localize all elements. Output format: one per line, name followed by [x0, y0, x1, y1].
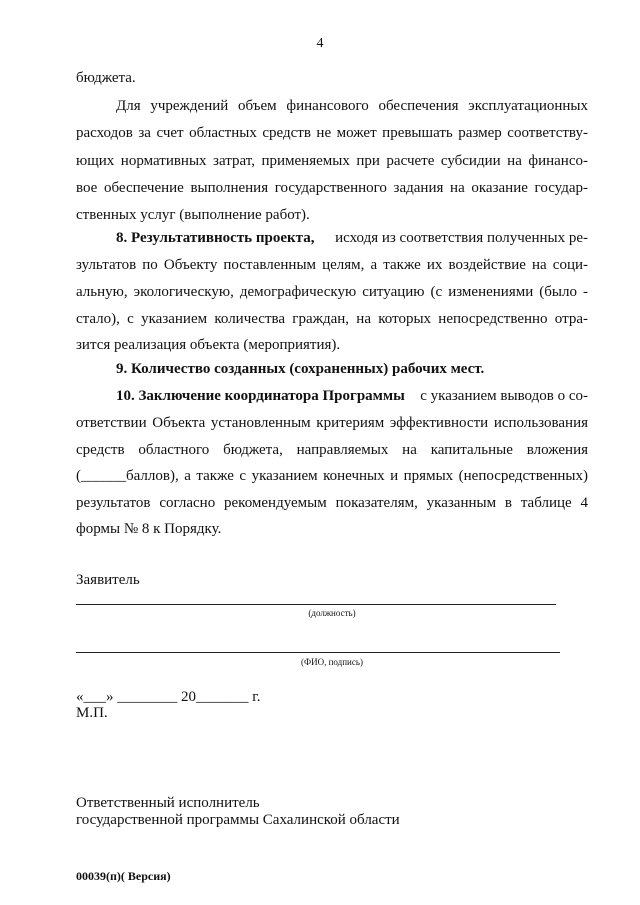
text-segment: с указанием выводов о со- — [416, 388, 588, 404]
position-caption: (должность) — [308, 608, 356, 618]
text-line: бюджета. — [76, 70, 136, 86]
stamp-label: М.П. — [76, 705, 108, 721]
name-signature-line — [76, 652, 560, 653]
page-number: 4 — [316, 36, 324, 51]
text-line: зультатов по Объекту поставленным целям, а также их воздействие на соци- — [76, 257, 588, 273]
heading-line — [116, 387, 588, 405]
text-line: формы № 8 к Порядку. — [76, 521, 222, 537]
text-line: (______баллов), а также с указанием конечных и прямых (непосредственных) — [76, 468, 588, 484]
section-heading-8: 8. Результативность проекта, — [116, 230, 315, 246]
text-line: расходов за счет областных средств не может превышать размер соответству- — [76, 125, 588, 141]
text-segment: исходя из соответствия полученных ре- — [331, 230, 588, 246]
text-line: результатов согласно рекомендуемым показателям, указанным в таблице 4 — [76, 495, 588, 511]
section-heading-9: 9. Количество созданных (сохраненных) рабочих мест. — [116, 361, 485, 377]
text-line: средств областного бюджета, направляемых на капитальные вложения — [76, 442, 588, 458]
text-line: зится реализация объекта (мероприятия). — [76, 337, 341, 353]
document-code: 00039(п)( Версия) — [76, 869, 171, 883]
responsible-line-2: государственной программы Сахалинской области — [76, 812, 400, 828]
position-line — [76, 604, 556, 605]
text-line: ющих нормативных затрат, применяемых при расчете субсидии на финансо- — [76, 153, 588, 169]
section-heading-10: 10. Заключение координатора Программы — [116, 388, 405, 404]
applicant-label: Заявитель — [76, 572, 140, 588]
heading-line — [116, 229, 588, 247]
text-line: вое обеспечение выполнения государственного задания на оказание государ- — [76, 180, 588, 196]
date-line: «___» ________ 20_______ г. — [76, 689, 261, 705]
text-line: стало), с указанием количества граждан, на которых непосредственно отра- — [76, 311, 588, 327]
responsible-line-1: Ответственный исполнитель — [76, 795, 260, 811]
name-caption: (ФИО, подпись) — [301, 657, 363, 667]
text-line: ответствии Объекта установленным критериям эффективности использования — [76, 415, 588, 431]
text-line: Для учреждений объем финансового обеспечения эксплуатационных — [116, 98, 588, 114]
text-line: ственных услуг (выполнение работ). — [76, 207, 310, 223]
text-line: альную, экологическую, демографическую ситуацию (с изменениями (было - — [76, 284, 588, 300]
